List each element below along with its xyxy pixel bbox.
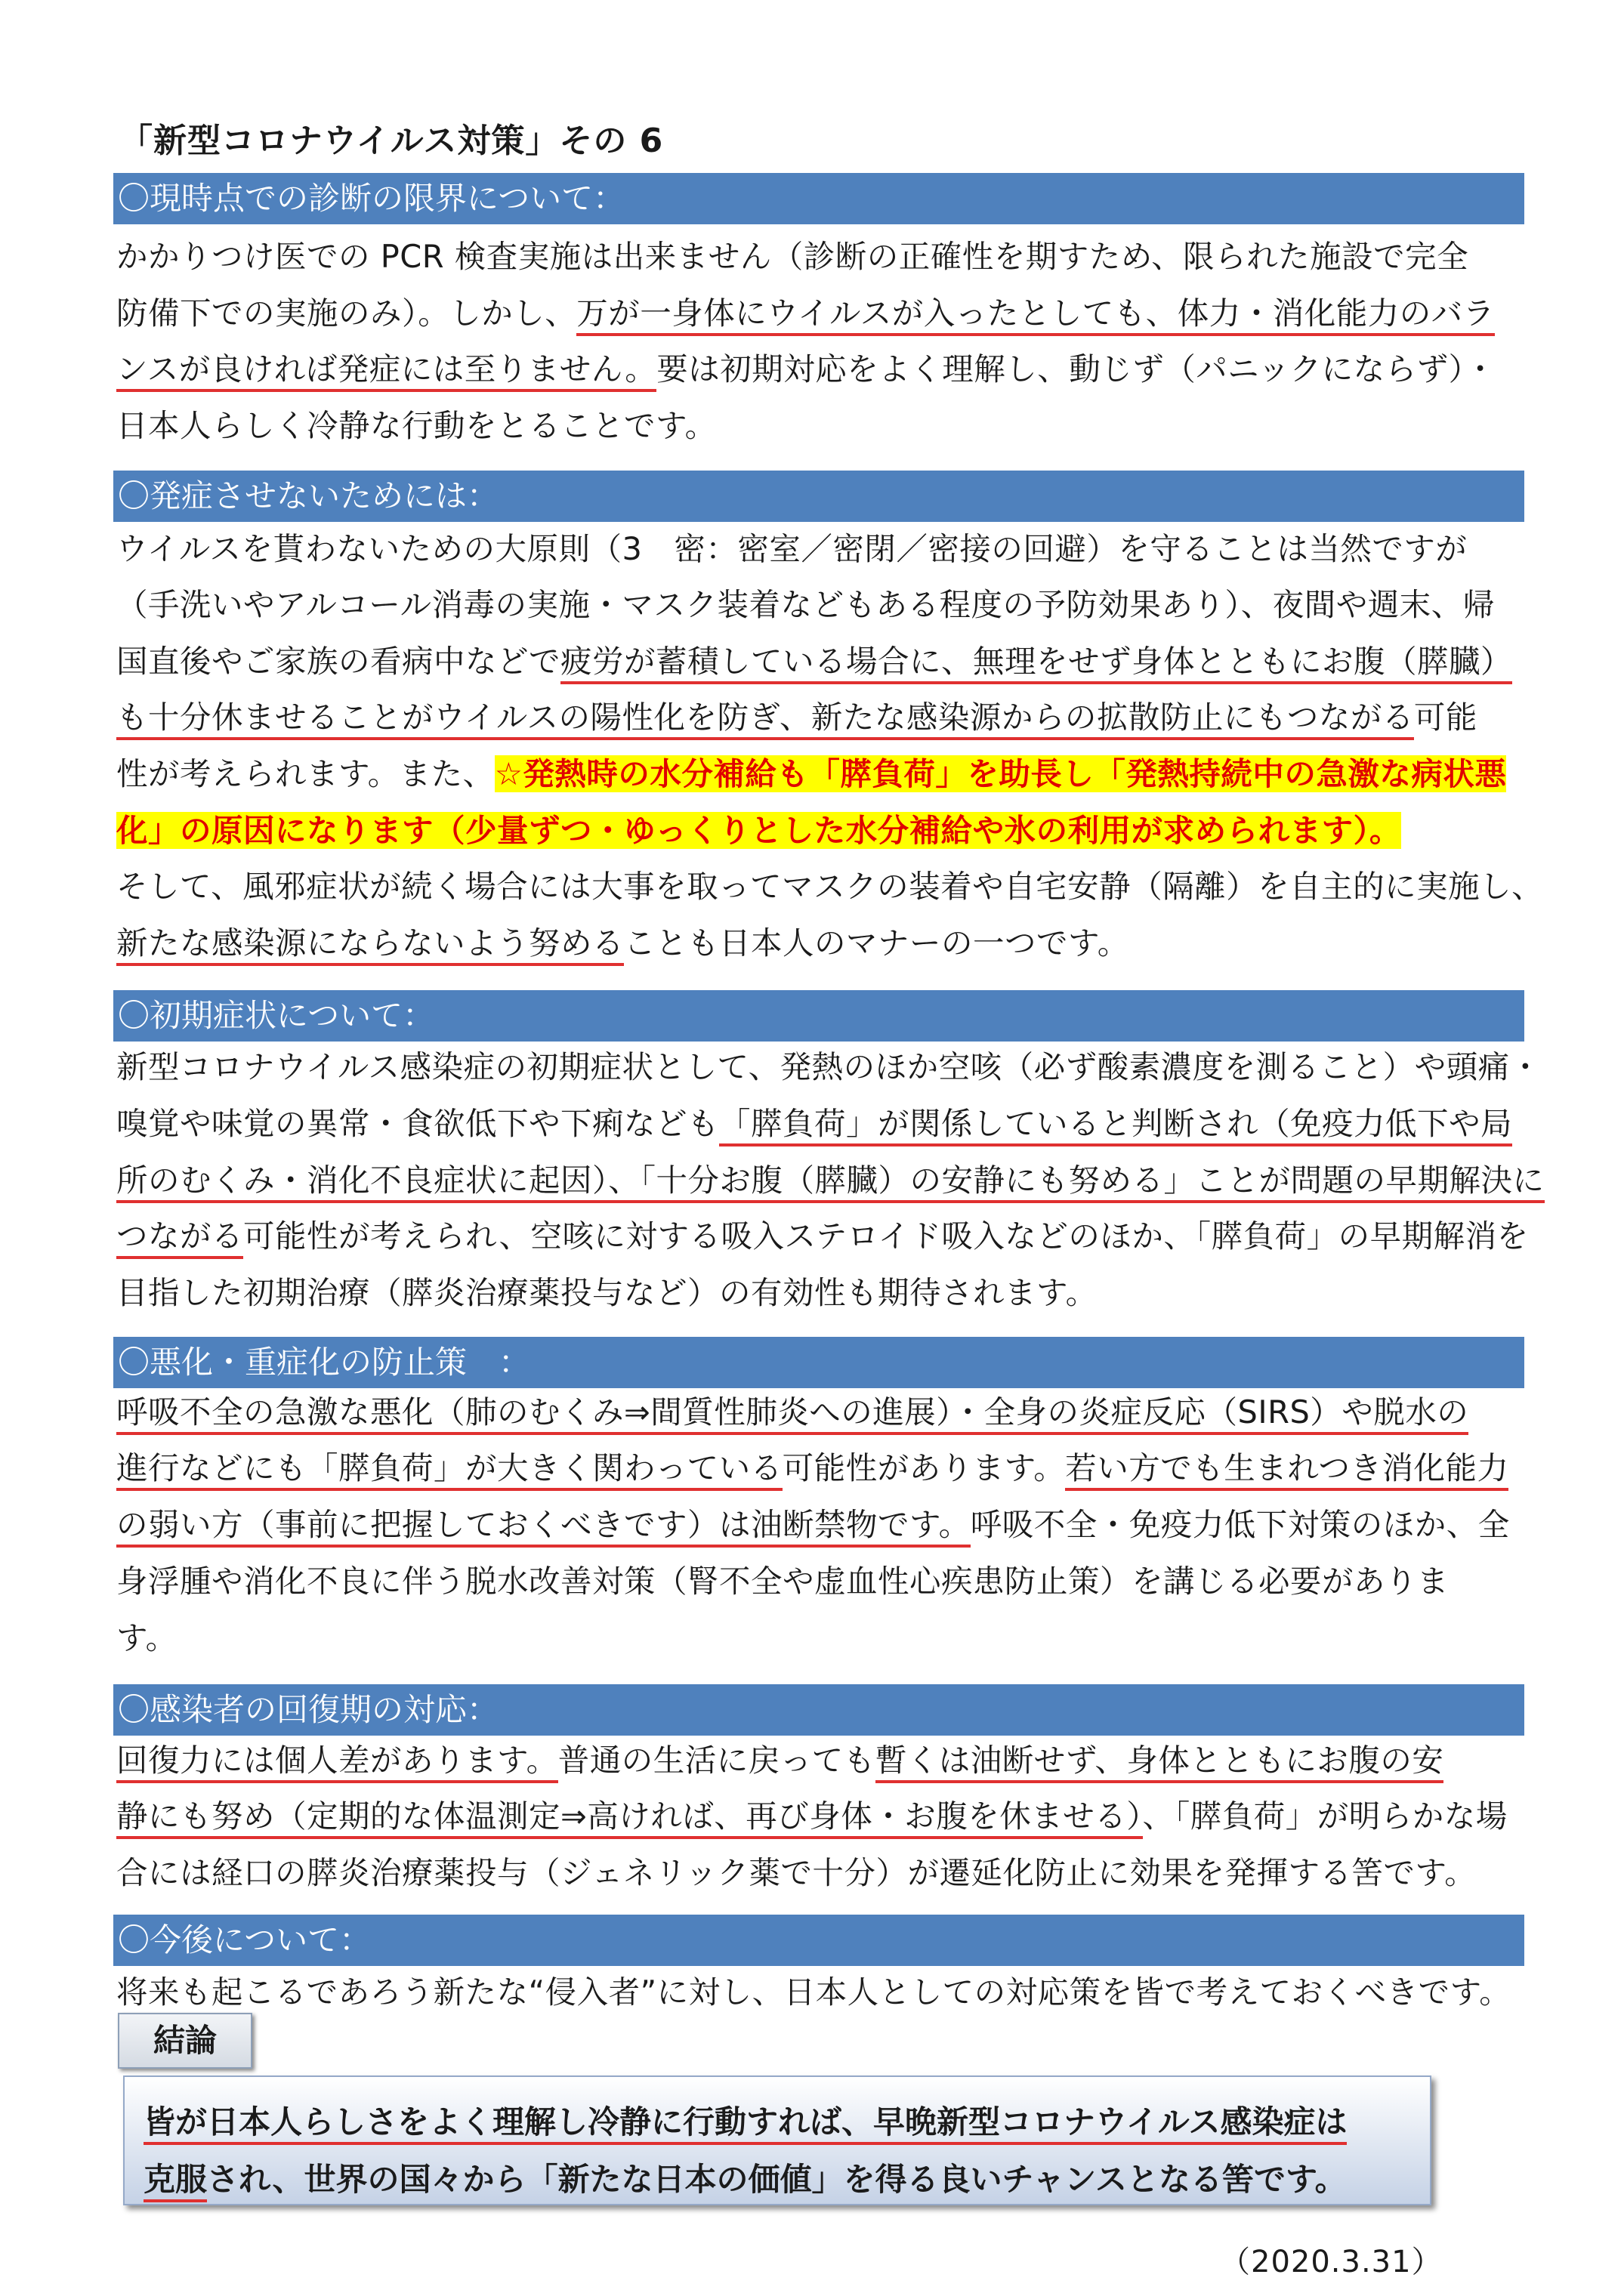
body-line bbox=[116, 1216, 1529, 1257]
underlined-text: の弱い方（事前に把握しておくべきです）は油断禁物です。 bbox=[116, 1506, 971, 1548]
text-segment: 呼吸不全・免疫力低下対策のほか、全 bbox=[970, 1506, 1510, 1543]
conclusion-line bbox=[144, 2102, 1347, 2143]
section-header: 〇感染者の回復期の対応： bbox=[113, 1684, 1524, 1736]
document-title: 「新型コロナウイルス対策」その 6 bbox=[119, 122, 664, 160]
underlined-text: ンスが良ければ発症には至りません。 bbox=[116, 350, 656, 392]
underlined-text: 所のむくみ・消化不良症状に起因）、「十分お腹（膵臓）の安静にも努める」ことが問題の早期解決に bbox=[116, 1162, 1545, 1203]
body-line bbox=[116, 1160, 1545, 1201]
body-line bbox=[116, 293, 1495, 334]
section-header: 〇発症させないためには： bbox=[113, 471, 1524, 522]
underlined-text: 静にも努め（定期的な体温測定⇒高ければ、再び身体・お腹を休ませる） bbox=[116, 1798, 1143, 1839]
text-segment: 目指した初期治療（膵炎治療薬投与など）の有効性も期待されます。 bbox=[116, 1274, 1098, 1311]
body-line bbox=[116, 349, 1496, 390]
body-line bbox=[116, 1273, 1098, 1313]
body-line bbox=[116, 236, 1468, 277]
text-segment: 可能性が考えられ、空咳に対する吸入ステロイド吸入などのほか、「膵負荷」の早期解消を bbox=[243, 1217, 1529, 1255]
body-line bbox=[116, 1618, 178, 1659]
highlighted-text: 化」の原因になります（少量ずつ・ゆっくりとした水分補給や氷の利用が求められます）。 bbox=[116, 812, 1401, 849]
underlined-text: も十分休ませることがウイルスの陽性化を防ぎ、新たな感染源からの拡散防止にもつながる bbox=[116, 699, 1414, 740]
text-segment: 日本人らしく冷静な行動をとることです。 bbox=[116, 407, 717, 444]
text-segment: 国直後やご家族の看病中などで bbox=[116, 643, 561, 680]
text-segment: 合には経口の膵炎治療薬投与（ジェネリック薬で十分）が遷延化防止に効果を発揮する筈です。 bbox=[116, 1854, 1477, 1891]
body-line bbox=[116, 1561, 1449, 1602]
section-header: 〇悪化・重症化の防止策 ： bbox=[113, 1337, 1524, 1388]
text-segment: 将来も起こるであろう新たな“侵入者”に対し、日本人としての対応策を皆で考えておくべきです。 bbox=[116, 1974, 1511, 2011]
body-line bbox=[116, 754, 1506, 795]
body-line bbox=[116, 1796, 1508, 1837]
text-segment: ウイルスを貰わないための大原則（3 密：密室／密閉／密接の回避）を守ることは当然ですが bbox=[116, 530, 1468, 567]
conclusion-line bbox=[144, 2159, 1347, 2200]
body-line bbox=[116, 923, 1129, 964]
body-line bbox=[116, 697, 1477, 738]
highlighted-text: ☆発熱時の水分補給も「膵負荷」を助長し「発熱持続中の急激な病状悪 bbox=[494, 755, 1507, 792]
text-segment: され、世界の国々から「新たな日本の価値」を得る良いチャンスとなる筈です。 bbox=[207, 2161, 1347, 2198]
body-line bbox=[116, 1504, 1510, 1545]
underlined-text: 万が一身体にウイルスが入ったとしても、体力・消化能力のバラ bbox=[576, 295, 1495, 336]
body-line bbox=[116, 810, 1401, 851]
text-segment: （手洗いやアルコール消毒の実施・マスク装着などもある程度の予防効果あり）、夜間や週末、帰 bbox=[116, 586, 1495, 623]
text-segment: 嗅覚や味覚の異常・食欲低下や下痢なども bbox=[116, 1105, 720, 1142]
text-segment: 普通の生活に戻っても bbox=[557, 1742, 875, 1779]
body-line bbox=[116, 1392, 1468, 1433]
underlined-text: 若い方でも生まれつき消化能力 bbox=[1065, 1449, 1508, 1491]
text-segment: 、「膵負荷」が明らかな場 bbox=[1142, 1798, 1508, 1835]
underlined-text: 新たな感染源にならないよう努める bbox=[116, 924, 624, 966]
conclusion-label: 結論 bbox=[118, 2013, 252, 2069]
document-date: （2020.3.31） bbox=[1220, 2245, 1443, 2279]
text-segment: 身浮腫や消化不良に伴う脱水改善対策（腎不全や虚血性心疾患防止策）を講じる必要がありま bbox=[116, 1563, 1450, 1600]
body-line bbox=[116, 1853, 1476, 1893]
body-line bbox=[116, 1740, 1443, 1781]
text-segment: す。 bbox=[116, 1619, 178, 1656]
underlined-text: 呼吸不全の急激な悪化（肺のむくみ⇒間質性肺炎への進展）・全身の炎症反応（SIRS）や脱水の bbox=[116, 1393, 1468, 1435]
body-line bbox=[116, 585, 1495, 625]
text-segment: ことも日本人のマナーの一つです。 bbox=[624, 924, 1129, 961]
body-line bbox=[116, 1103, 1512, 1144]
body-line bbox=[116, 529, 1467, 569]
section-header: 〇今後について： bbox=[113, 1915, 1524, 1966]
body-line bbox=[116, 641, 1512, 682]
section-header: 〇現時点での診断の限界について： bbox=[113, 173, 1524, 224]
body-line bbox=[116, 1047, 1542, 1088]
section-header: 〇初期症状について： bbox=[113, 990, 1524, 1042]
underlined-text: 進行などにも「膵負荷」が大きく関わっている bbox=[116, 1449, 783, 1491]
underlined-text: 暫くは油断せず、身体とともにお腹の安 bbox=[875, 1742, 1444, 1783]
text-segment: そして、風邪症状が続く場合には大事を取ってマスクの装着や自宅安静（隔離）を自主的に実施し、 bbox=[116, 868, 1544, 905]
body-line bbox=[116, 1448, 1508, 1489]
text-segment: 要は初期対応をよく理解し、動じず（パニックにならず）・ bbox=[656, 350, 1496, 387]
text-segment: 性が考えられます。また、 bbox=[116, 755, 495, 792]
text-segment: 防備下での実施のみ）。しかし、 bbox=[116, 295, 577, 332]
underlined-text: 克服 bbox=[144, 2161, 207, 2202]
body-line bbox=[116, 406, 717, 446]
text-segment: 新型コロナウイルス感染症の初期症状として、発熱のほか空咳（必ず酸素濃度を測ること）や頭痛・ bbox=[116, 1048, 1542, 1085]
underlined-text: 回復力には個人差があります。 bbox=[116, 1742, 558, 1783]
underlined-text: 疲労が蓄積している場合に、無理をせず身体とともにお腹（膵臓） bbox=[560, 643, 1512, 684]
text-segment: 可能 bbox=[1413, 699, 1477, 736]
text-segment: かかりつけ医での PCR 検査実施は出来ません（診断の正確性を期すため、限られた施設で完全 bbox=[116, 238, 1469, 275]
body-line bbox=[116, 1972, 1511, 2013]
body-line bbox=[116, 866, 1543, 907]
underlined-text: 「膵負荷」が関係していると判断され（免疫力低下や局 bbox=[719, 1105, 1512, 1146]
text-segment: 可能性があります。 bbox=[782, 1449, 1066, 1486]
underlined-text: つながる bbox=[116, 1217, 243, 1259]
underlined-text: 皆が日本人らしさをよく理解し冷静に行動すれば、早晩新型コロナウイルス感染症は bbox=[144, 2103, 1347, 2145]
